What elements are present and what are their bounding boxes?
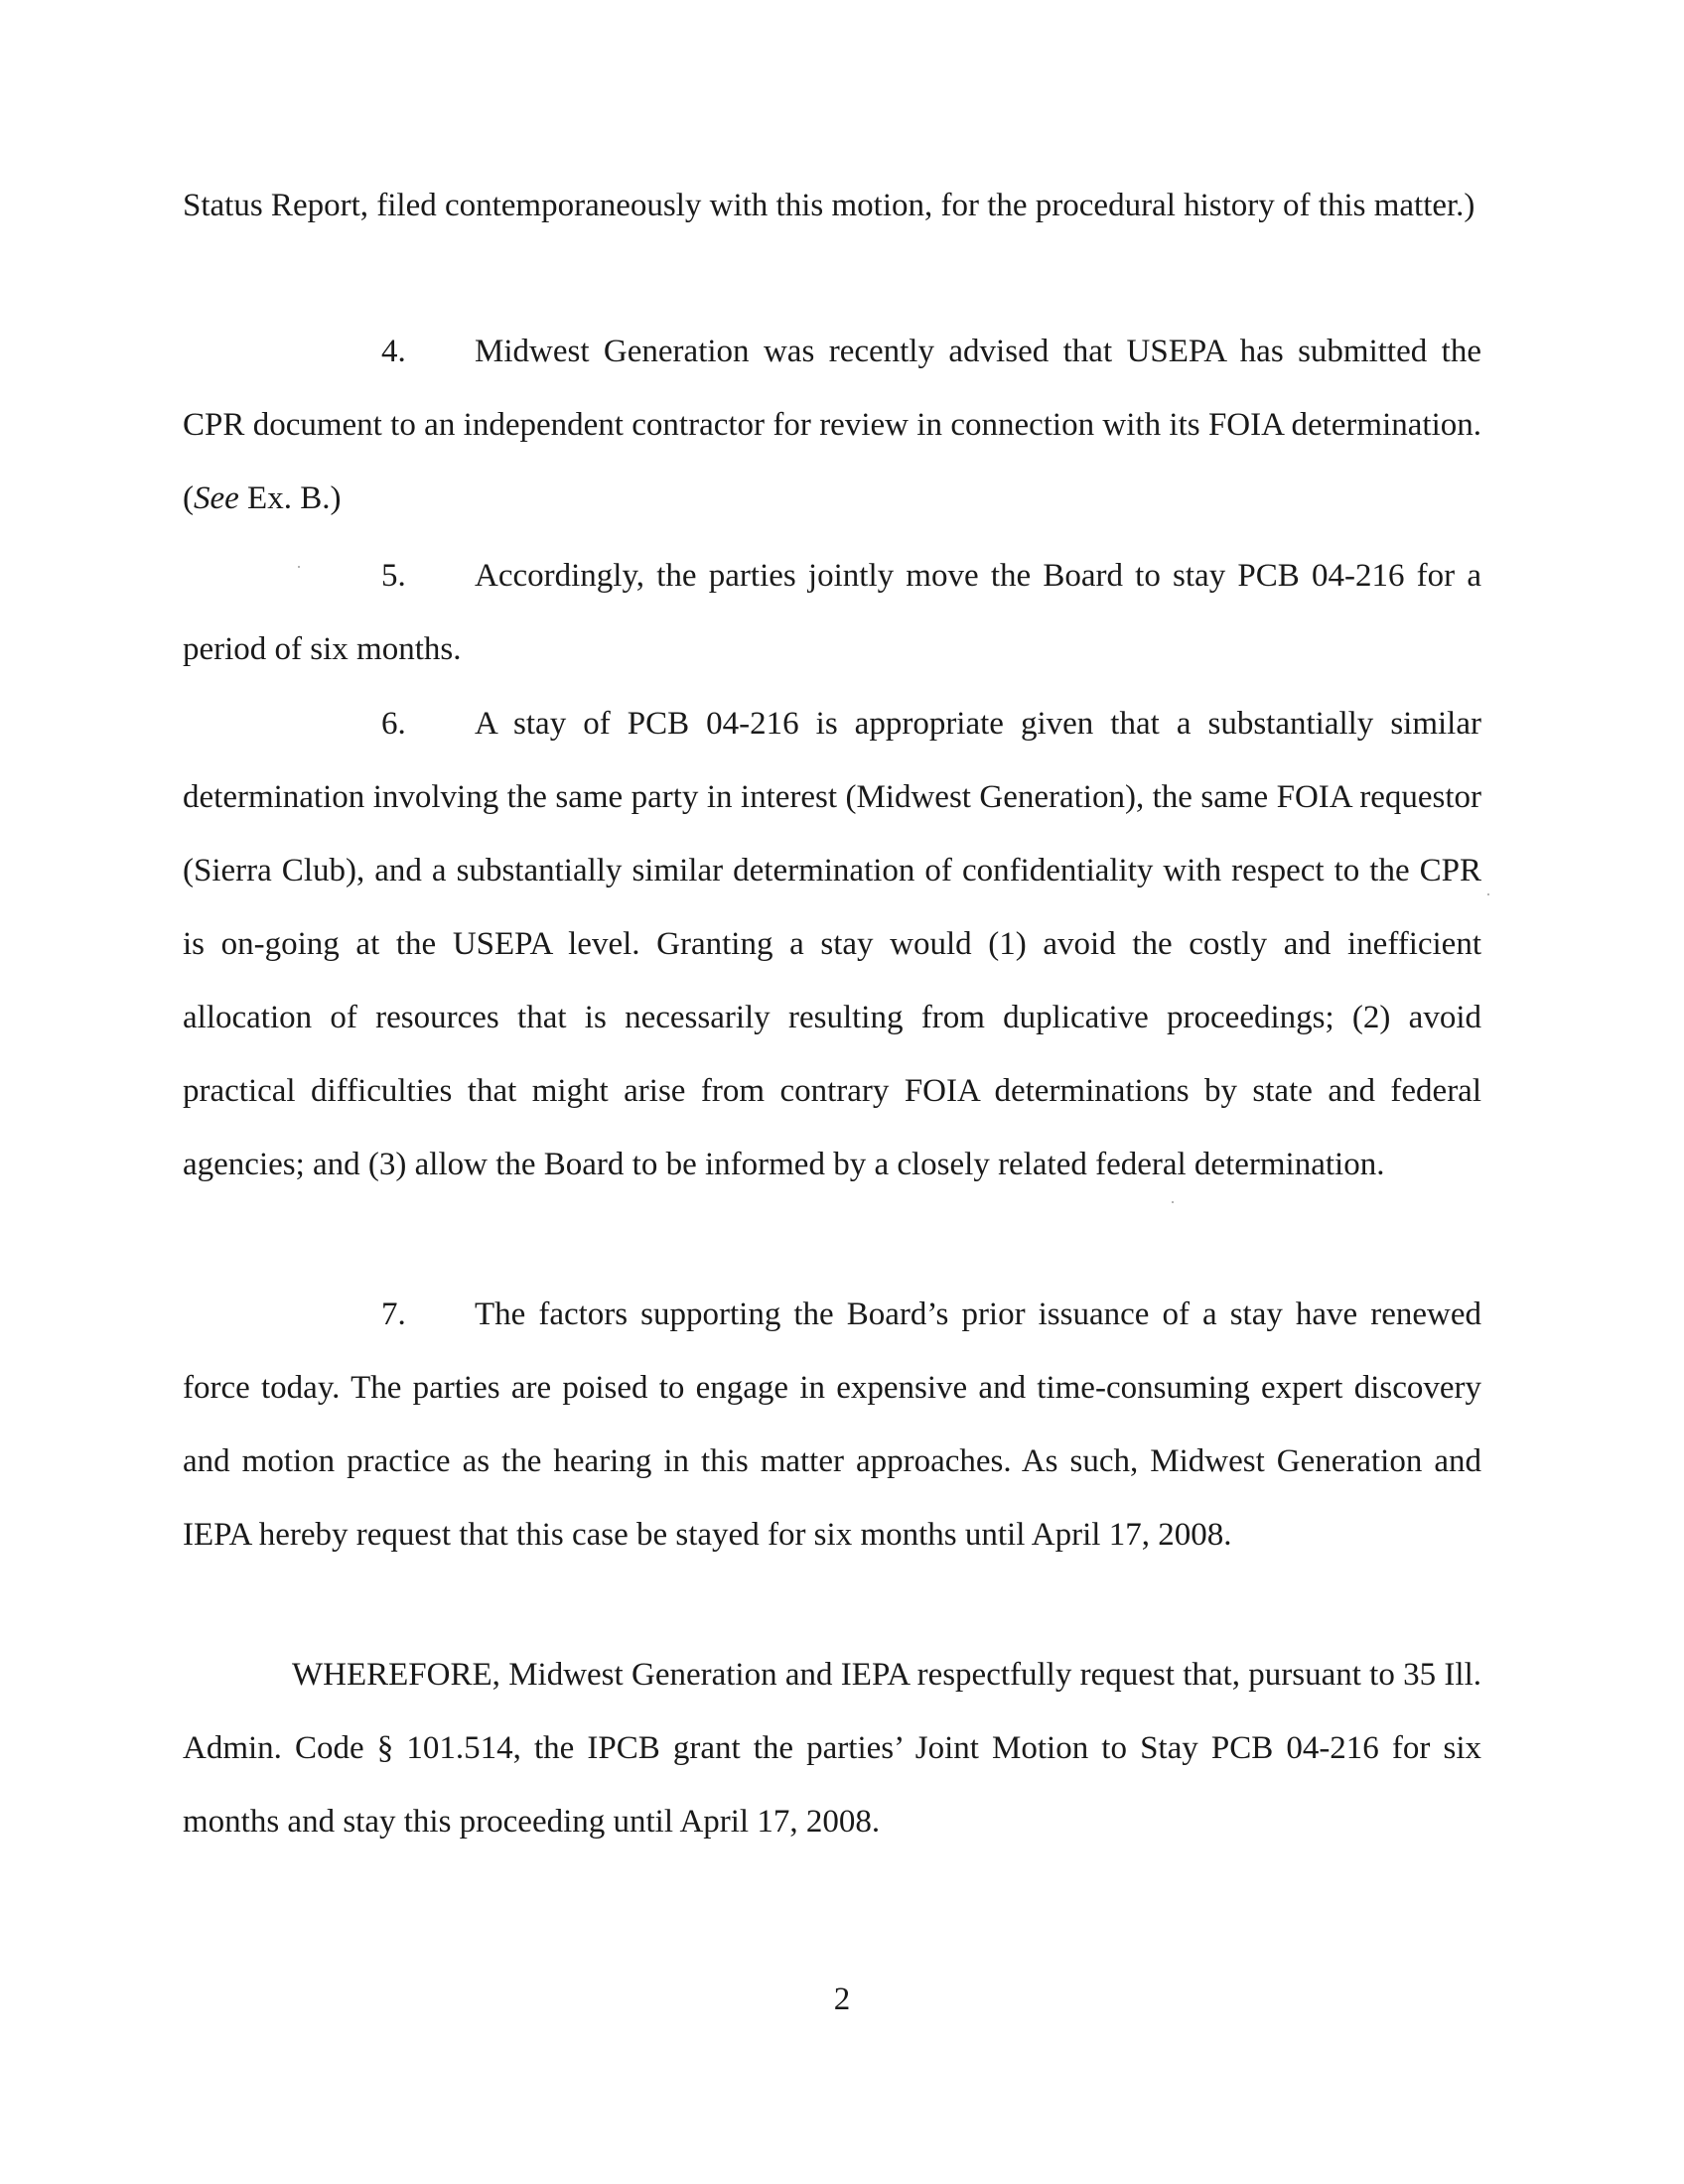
paragraph-7: [183, 1278, 1481, 1571]
citation-signal: See: [194, 480, 239, 516]
paragraph-5: [183, 539, 1481, 686]
continuation-paragraph: [183, 169, 1481, 242]
paragraph-4: [183, 315, 1481, 535]
paragraph-number: 6.: [381, 706, 406, 742]
paragraph-text-end: Ex. B.): [238, 480, 342, 516]
wherefore-text: WHEREFORE, Midwest Generation and IEPA respectfully request that, pursuant to 35 Ill. Admin. Code § 101.514, the IPCB grant the parties’ Joint Motion to Stay PCB 04-216 for six months and stay this proceeding until April 17, 2008.: [183, 1657, 1481, 1840]
paragraph-6: [183, 687, 1481, 1201]
paragraph-text: The factors supporting the Board’s prior issuance of a stay have renewed force today. The parties are poised to engage in expensive and time-consuming expert discovery and motion practice as the hearing in this matter approaches. As such, Midwest Generation and IEPA hereby request that this case be stayed for six months until April 17, 2008.: [183, 1297, 1481, 1553]
paragraph-number: 4.: [381, 334, 406, 369]
scan-speck: [1172, 1201, 1174, 1203]
page-number: 2: [833, 1981, 851, 2017]
paragraph-number: 7.: [381, 1297, 406, 1332]
wherefore-clause: [183, 1638, 1481, 1858]
paragraph-number: 5.: [381, 558, 406, 594]
scan-speck: [1487, 893, 1489, 895]
scan-speck: [298, 566, 300, 568]
paragraph-text: Midwest Generation was recently advised that USEPA has submitted the CPR document to an independent contractor for review in connection with its FOIA determination. (: [183, 334, 1481, 516]
continuation-text: Status Report, filed contemporaneously with this motion, for the procedural history of this matter.): [183, 188, 1475, 223]
paragraph-text: A stay of PCB 04-216 is appropriate given that a substantially similar determination involving the same party in interest (Midwest Generation), the same FOIA requestor (Sierra Club), and a substantially similar determination of confidentiality with respect to the CPR is on-going at the USEPA level. Granting a stay would (1) avoid the costly and inefficient allocation of resources that is necessarily resulting from duplicative proceedings; (2) avoid practical difficulties that might arise from contrary FOIA determinations by state and federal agencies; and (3) allow the Board to be informed by a closely related federal determination.: [183, 706, 1481, 1182]
paragraph-text: Accordingly, the parties jointly move the Board to stay PCB 04-216 for a period of six months.: [183, 558, 1481, 667]
